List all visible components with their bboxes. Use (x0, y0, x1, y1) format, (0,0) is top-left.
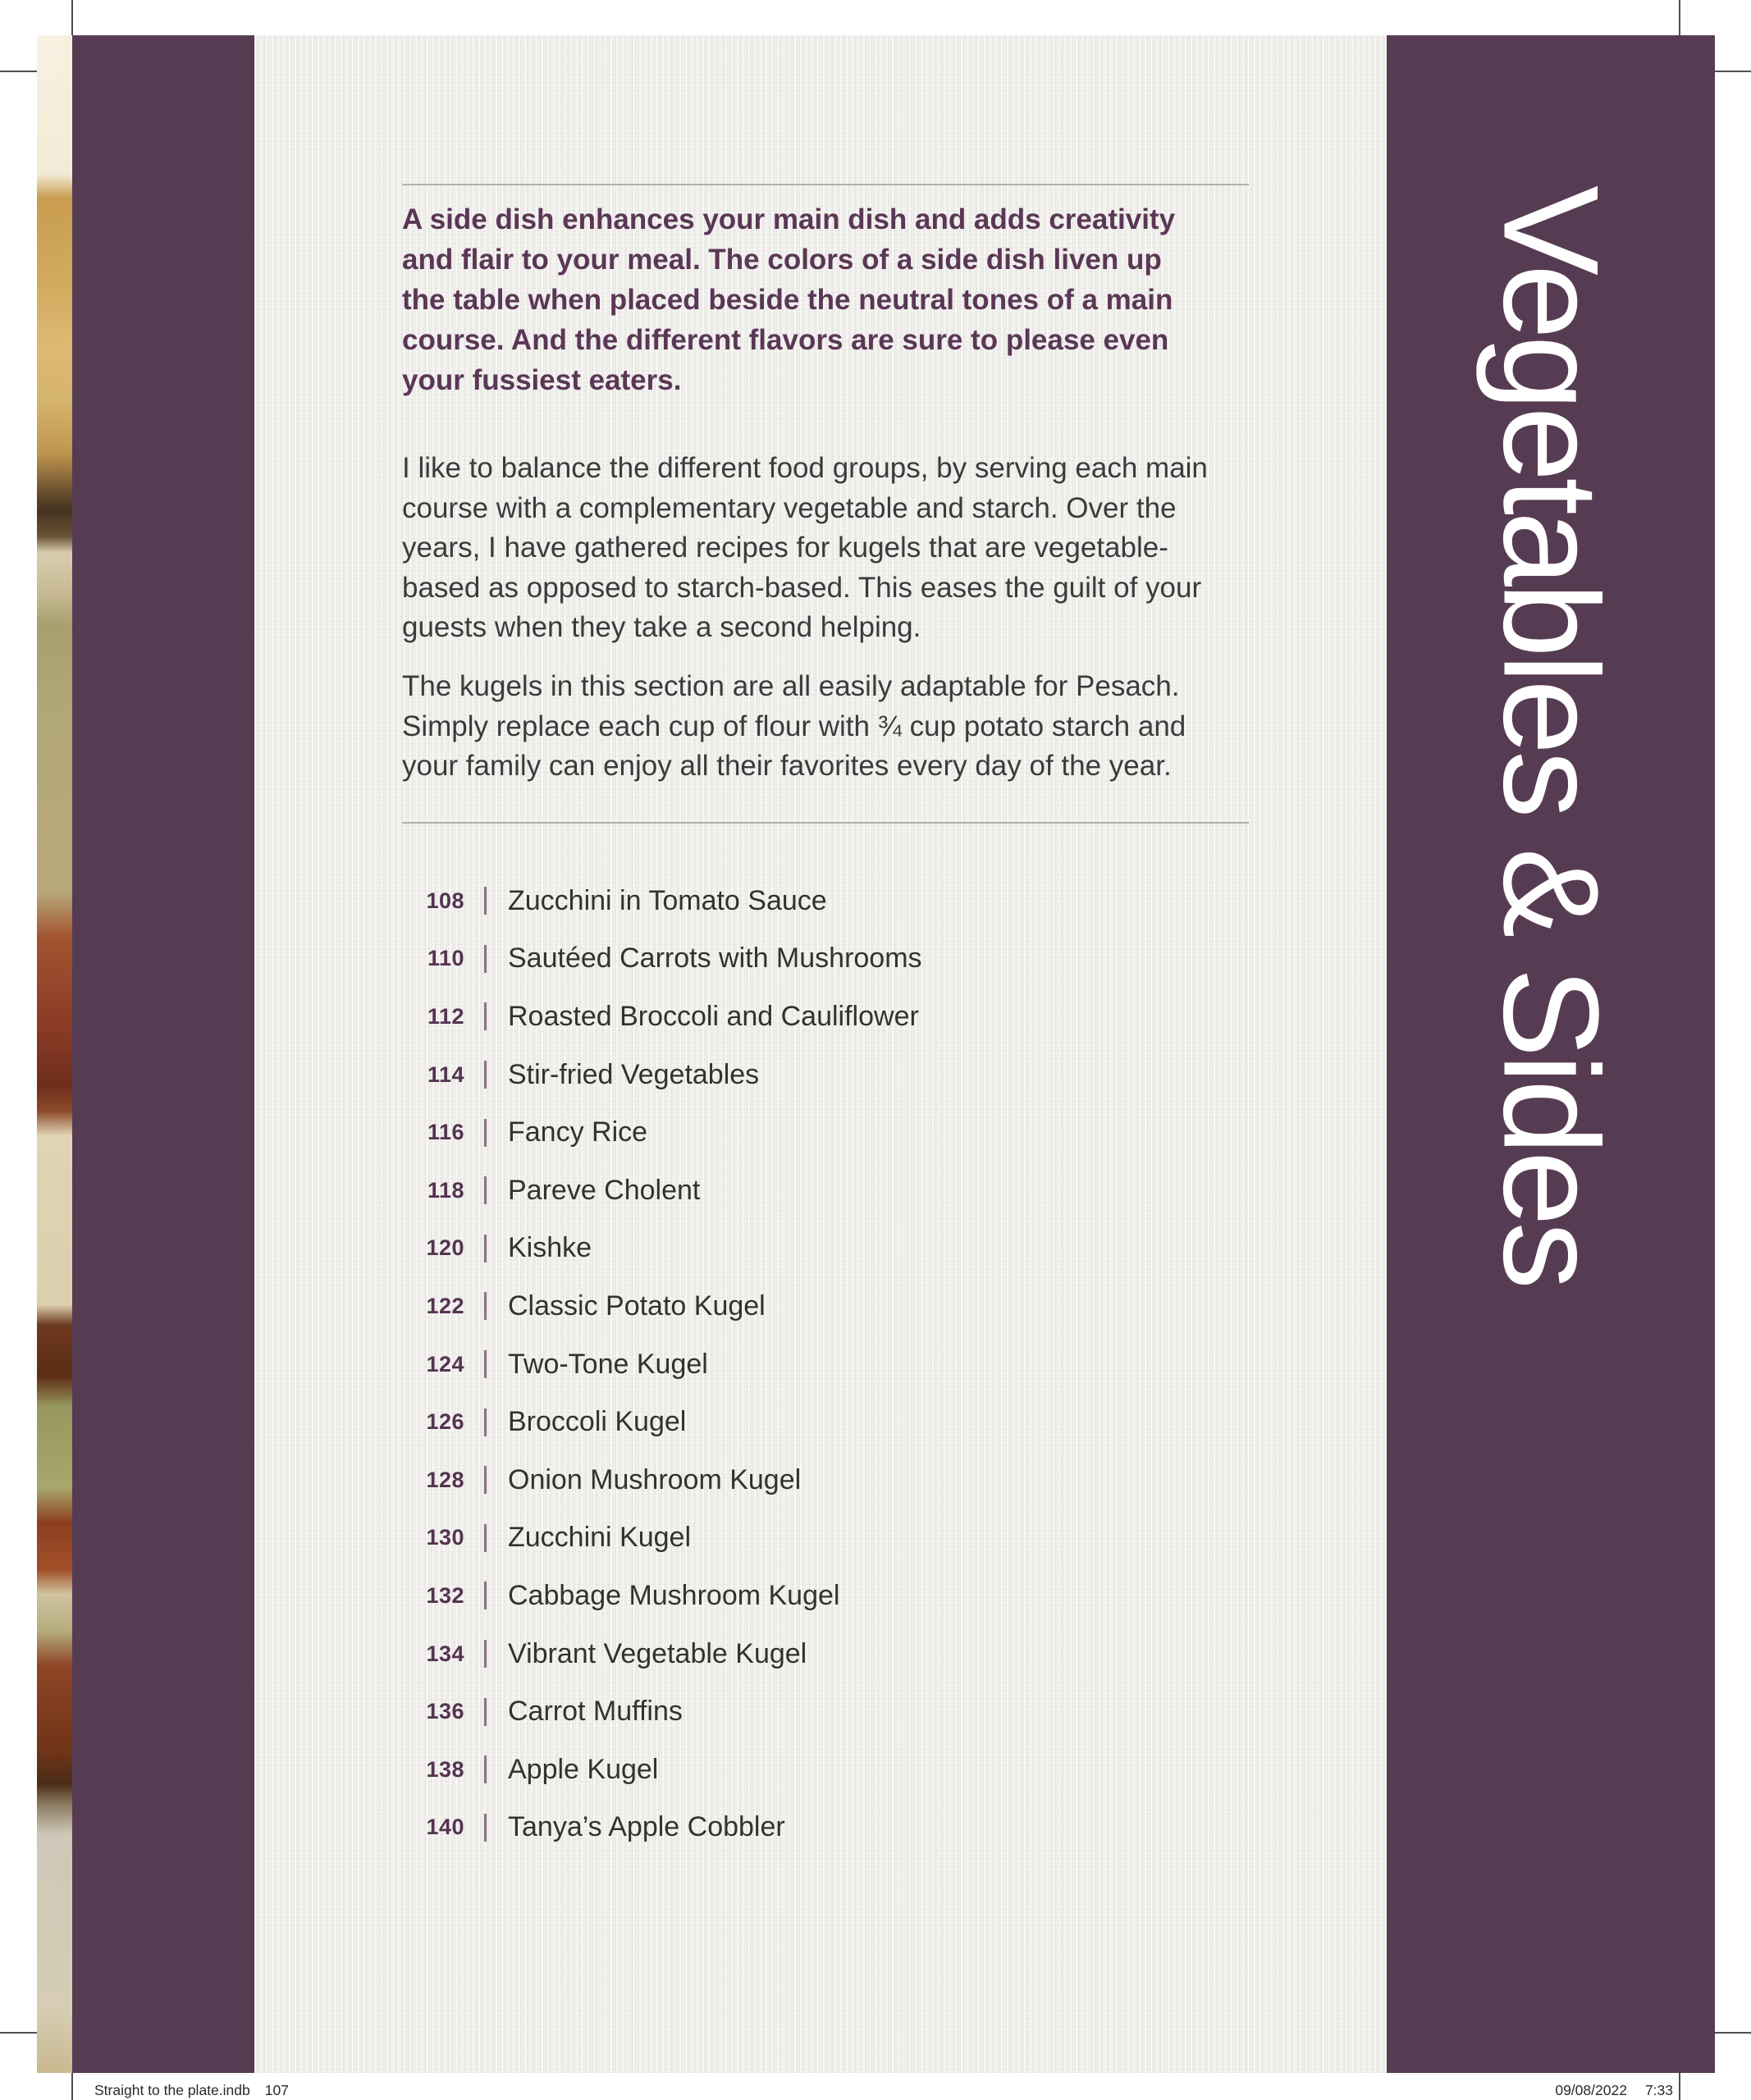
toc-row (402, 1567, 1272, 1625)
toc-divider-bar (484, 945, 487, 973)
divider-rule-top (402, 184, 1249, 185)
toc-page-number: 116 (427, 1120, 464, 1145)
toc-page-number: 132 (426, 1582, 464, 1608)
toc-page-number: 110 (427, 946, 464, 971)
crop-mark-right-bottom-horizontal (1715, 2032, 1751, 2034)
toc-page-number: 112 (427, 1003, 464, 1029)
footer-page-number: 107 (264, 2082, 289, 2098)
toc-divider-bar (484, 1408, 487, 1436)
toc-page-number: 126 (426, 1409, 464, 1435)
toc-divider-bar (484, 1061, 487, 1089)
divider-rule-bottom (402, 822, 1249, 824)
toc-row (402, 988, 1272, 1046)
toc-divider-bar (484, 1466, 487, 1494)
toc-row (402, 872, 1272, 930)
toc-recipe-title: Broccoli Kugel (508, 1406, 687, 1438)
toc-page-number: 118 (427, 1177, 464, 1203)
toc-divider-bar (484, 1176, 487, 1204)
toc-recipe-title: Roasted Broccoli and Cauliflower (508, 1000, 919, 1032)
footer-date: 09/08/2022 (1555, 2082, 1627, 2098)
left-purple-band (72, 35, 254, 2073)
toc-divider-bar (484, 1640, 487, 1668)
toc-row (402, 1509, 1272, 1568)
toc-page-number: 114 (427, 1061, 464, 1087)
food-photo-strip (37, 35, 72, 2073)
crop-mark-top-left-vertical (71, 0, 73, 35)
footer-file-name: Straight to the plate.indb (94, 2082, 250, 2098)
toc-row (402, 1335, 1272, 1394)
toc-recipe-title: Two-Tone Kugel (508, 1348, 708, 1380)
section-title-vertical: Vegetables & Sides (1475, 185, 1627, 1286)
toc-divider-bar (484, 1524, 487, 1552)
crop-mark-left-bottom-horizontal (0, 2032, 37, 2034)
toc-recipe-title: Cabbage Mushroom Kugel (508, 1579, 840, 1611)
toc-divider-bar (484, 1002, 487, 1030)
body-paragraph-2: The kugels in this section are all easily adaptable for Pesach. Simply replace each cup of flour with ¾ cup potato starch and your family can enjoy all their favorites every day of the year. (402, 670, 1186, 782)
toc-divider-bar (484, 1582, 487, 1609)
toc-row (402, 930, 1272, 988)
toc-recipe-title: Apple Kugel (508, 1753, 659, 1785)
toc-divider-bar (484, 1119, 487, 1147)
toc-row (402, 1046, 1272, 1104)
toc-page-number: 130 (426, 1525, 464, 1550)
crop-mark-bottom-left-vertical (71, 2073, 73, 2100)
crop-mark-top-right-vertical (1679, 0, 1680, 35)
toc-page-number: 128 (426, 1467, 464, 1492)
toc-page-number: 120 (426, 1235, 464, 1261)
toc-page-number: 138 (426, 1756, 464, 1782)
toc-divider-bar (484, 887, 487, 915)
footer-right (1555, 2082, 1673, 2099)
toc-divider-bar (484, 1814, 487, 1842)
toc-row (402, 1682, 1272, 1741)
toc-divider-bar (484, 1292, 487, 1320)
footer-left (94, 2082, 289, 2099)
crop-mark-left-top-horizontal (0, 71, 37, 72)
toc-divider-bar (484, 1350, 487, 1378)
toc-divider-bar (484, 1755, 487, 1783)
toc-recipe-title: Stir-fried Vegetables (508, 1058, 760, 1090)
toc-page-number: 108 (426, 888, 464, 913)
toc-row (402, 1393, 1272, 1451)
toc-list (402, 872, 1272, 1856)
toc-page-number: 136 (426, 1699, 464, 1724)
toc-recipe-title: Sautéed Carrots with Mushrooms (508, 943, 922, 975)
toc-recipe-title: Onion Mushroom Kugel (508, 1463, 802, 1495)
toc-row (402, 1220, 1272, 1278)
toc-page-number: 124 (426, 1351, 464, 1376)
toc-recipe-title: Classic Potato Kugel (508, 1290, 766, 1322)
toc-recipe-title: Zucchini Kugel (508, 1522, 692, 1554)
body-paragraph-1: I like to balance the different food groups, by serving each main course with a complementary vegetable and starch. Over the years, I have gathered recipes for kugels that are vegetable- based as opposed to starch-based. This eases the guilt of your guests when they take a second helping. (402, 452, 1208, 643)
toc-page-number: 134 (426, 1641, 464, 1666)
toc-recipe-title: Vibrant Vegetable Kugel (508, 1637, 807, 1669)
toc-row (402, 1741, 1272, 1799)
crop-mark-right-top-horizontal (1715, 71, 1751, 72)
intro-paragraph-bold: A side dish enhances your main dish and adds creativity and flair to your meal. The colors of a side dish liven up the table when placed beside the neutral tones of a main course. And the different flavors are sure to please even your fussiest eaters. (402, 203, 1176, 396)
toc-page-number: 140 (426, 1815, 464, 1840)
toc-row (402, 1162, 1272, 1220)
section-title-band-area (1387, 185, 1715, 2080)
toc-recipe-title: Carrot Muffins (508, 1696, 683, 1728)
toc-page-number: 122 (426, 1293, 464, 1318)
toc-row (402, 1451, 1272, 1509)
toc-recipe-title: Kishke (508, 1232, 592, 1264)
toc-row (402, 1625, 1272, 1683)
toc-recipe-title: Zucchini in Tomato Sauce (508, 884, 827, 916)
toc-row (402, 1799, 1272, 1857)
footer-time: 7:33 (1644, 2082, 1673, 2098)
toc-recipe-title: Pareve Cholent (508, 1174, 701, 1206)
toc-divider-bar (484, 1698, 487, 1726)
toc-row (402, 1277, 1272, 1335)
toc-recipe-title: Tanya’s Apple Cobbler (508, 1811, 785, 1843)
toc-divider-bar (484, 1235, 487, 1262)
toc-row (402, 1103, 1272, 1162)
toc-recipe-title: Fancy Rice (508, 1116, 648, 1148)
